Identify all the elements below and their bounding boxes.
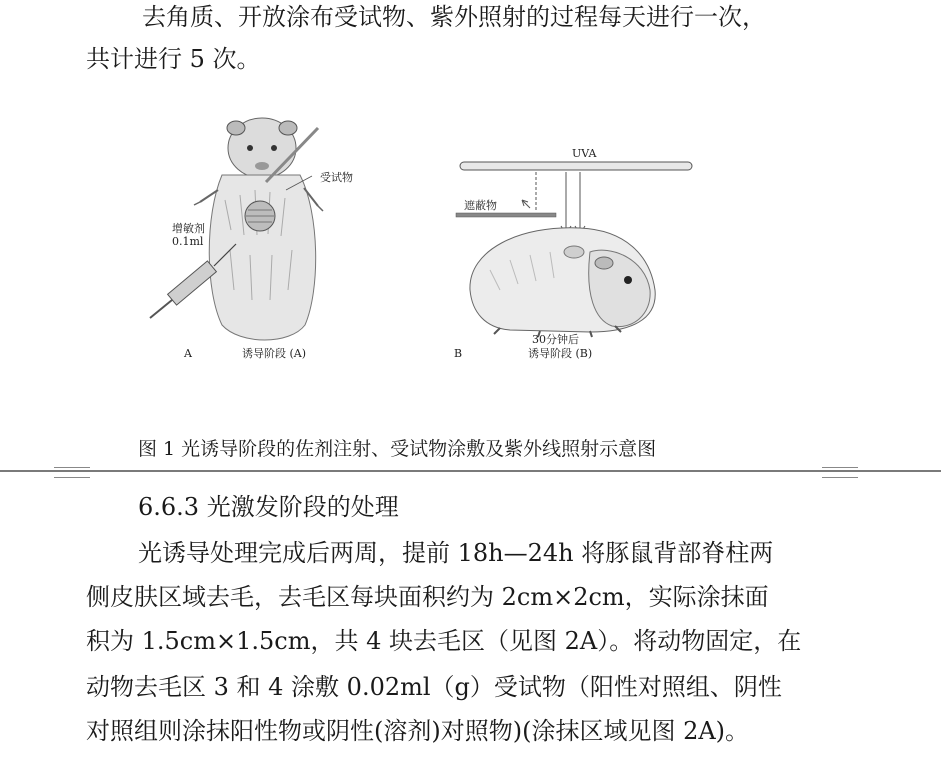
- section-heading: 6.6.3 光激发阶段的处理: [138, 493, 399, 521]
- uv-arrows: [522, 172, 585, 234]
- guinea-pig-side-illustration: [470, 228, 655, 337]
- body-line-2: 侧皮肤区域去毛，去毛区每块面积约为 2cm×2cm，实际涂抹面: [86, 583, 769, 611]
- paragraph-line-2: 共计进行 5 次。: [86, 45, 261, 73]
- panel-b-after-label: 30分钟后: [532, 333, 579, 346]
- body-line-4: 动物去毛区 3 和 4 涂敷 0.02ml（g）受试物（阳性对照组、阴性: [86, 673, 782, 701]
- margin-mark-right: [822, 467, 858, 468]
- margin-mark-left: [54, 467, 90, 468]
- margin-mark-right-lower: [822, 477, 858, 478]
- panel-a-adjuvant-dose-label: 0.1ml: [172, 235, 204, 248]
- shield-plate: [456, 213, 556, 217]
- panel-a-stage-label: 诱导阶段 (A): [242, 347, 307, 360]
- panel-b-shield-label: 遮蔽物: [464, 199, 497, 212]
- panel-a-adjuvant-label: 增敏剂: [172, 222, 205, 235]
- page-break-divider: [0, 470, 941, 472]
- body-line-1: 光诱导处理完成后两周，提前 18h—24h 将豚鼠背部脊柱两: [138, 539, 774, 567]
- panel-a-letter: A: [184, 347, 192, 360]
- panel-a-test-substance-label: 受试物: [320, 171, 353, 184]
- paragraph-line-1: 去角质、开放涂布受试物、紫外照射的过程每天进行一次，: [142, 3, 766, 31]
- uva-lamp: [460, 162, 692, 170]
- panel-b-stage-label: 诱导阶段 (B): [528, 347, 593, 360]
- panel-b-uva-label: UVA: [572, 147, 597, 160]
- panel-b-letter: B: [454, 347, 463, 360]
- body-line-5: 对照组则涂抹阳性物或阴性(溶剂)对照物)(涂抹区域见图 2A)。: [86, 717, 750, 745]
- body-line-3: 积为 1.5cm×1.5cm，共 4 块去毛区（见图 2A）。将动物固定，在: [86, 627, 802, 655]
- figure-caption: 图 1 光诱导阶段的佐剂注射、受试物涂敷及紫外线照射示意图: [138, 438, 657, 460]
- margin-mark-left-lower: [54, 477, 90, 478]
